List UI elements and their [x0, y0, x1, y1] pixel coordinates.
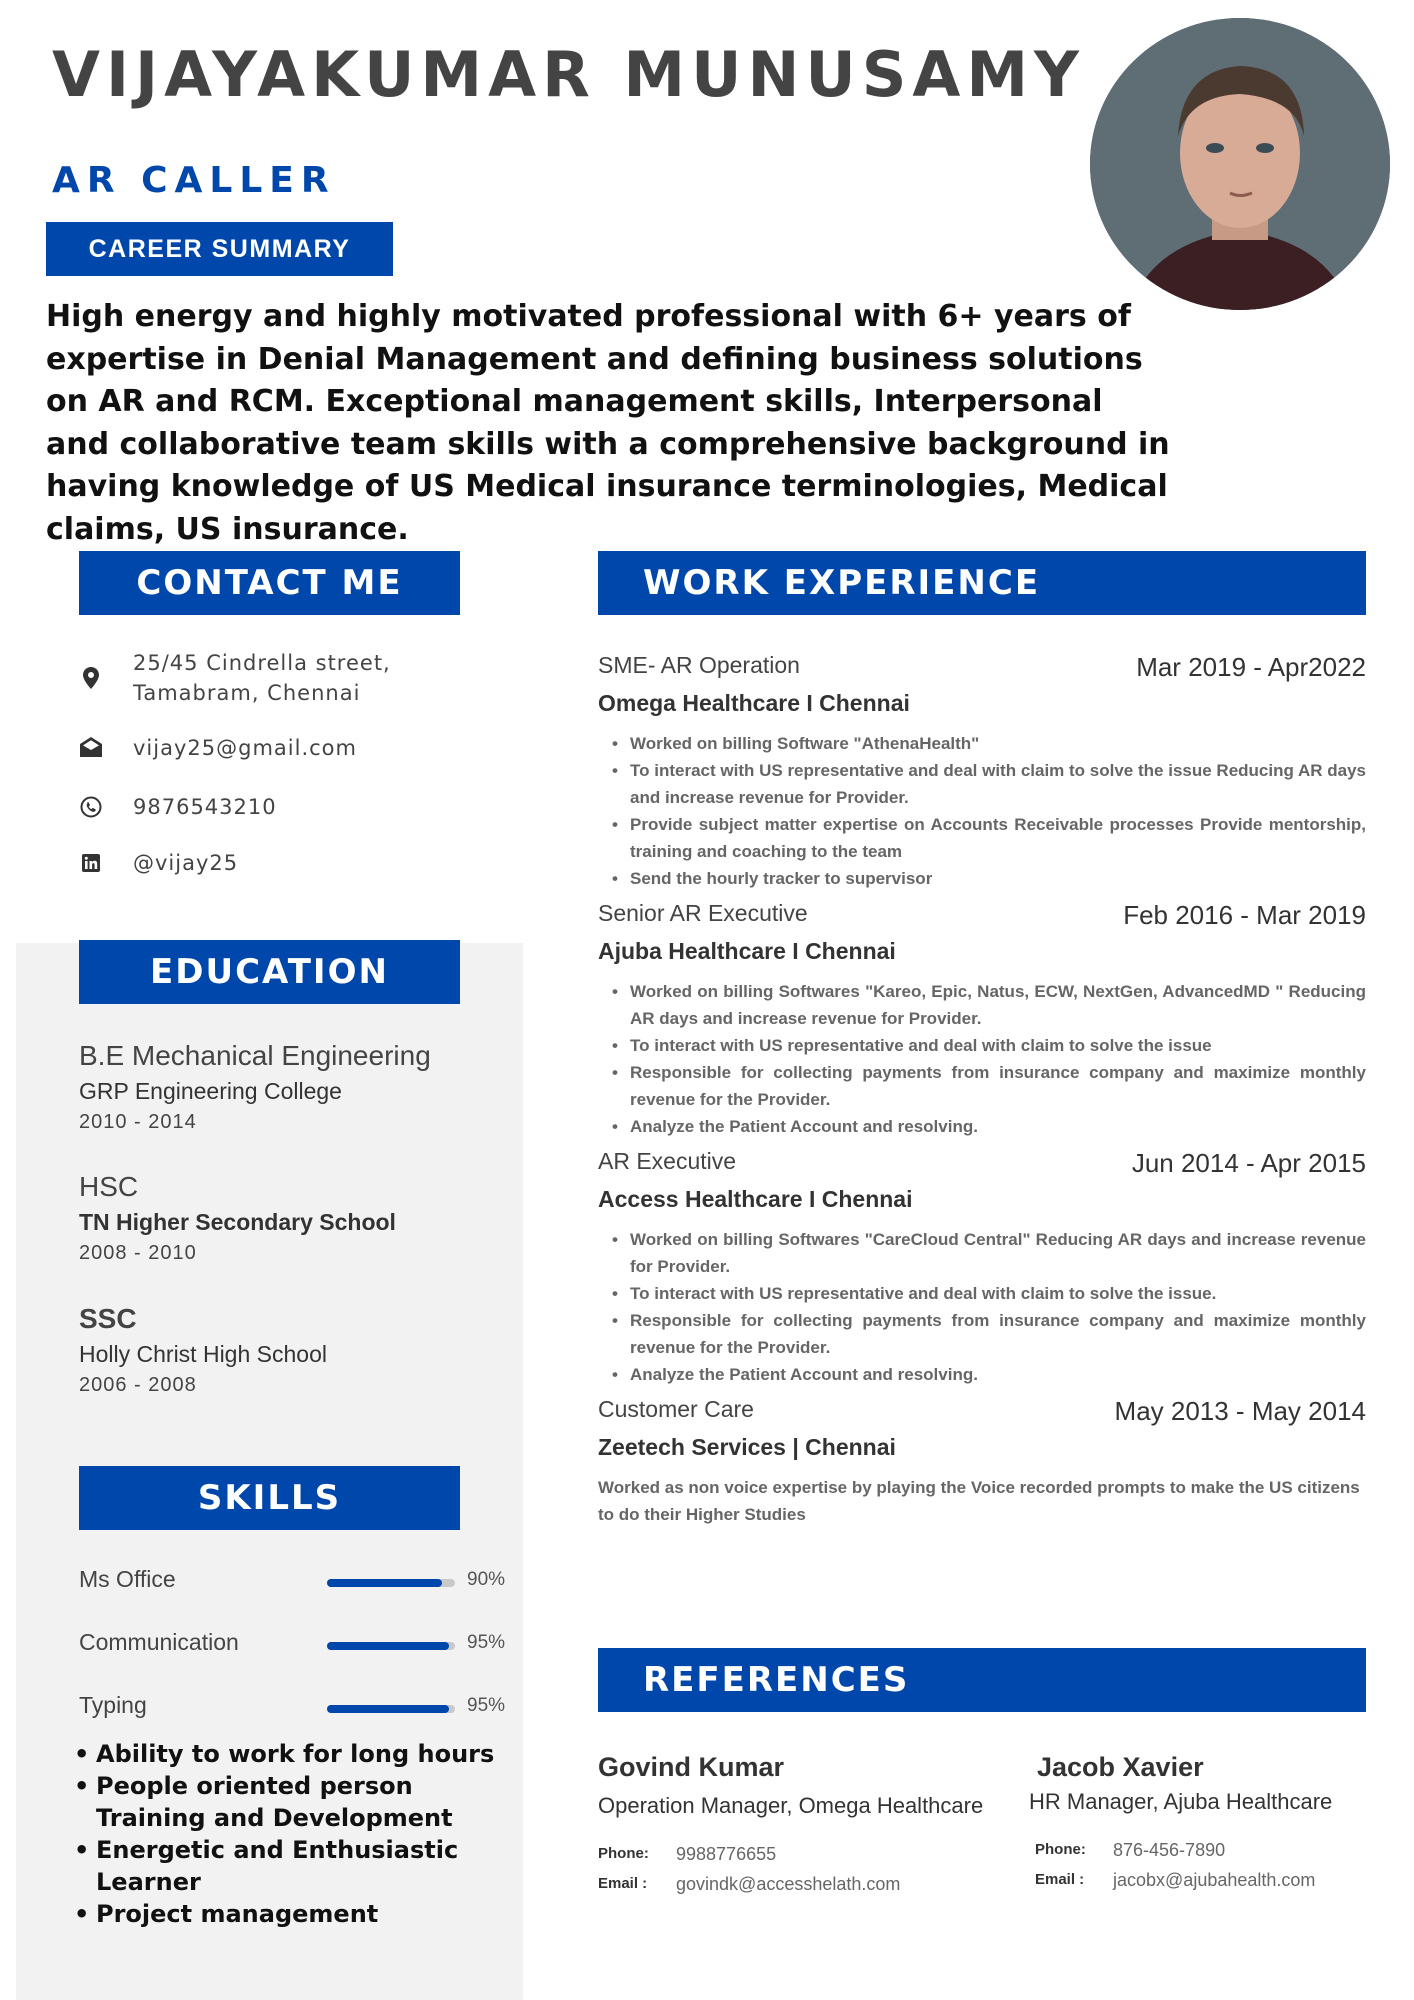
contact-phone[interactable]	[79, 792, 277, 822]
soft-skill-item: • Ability to work for long hours	[74, 1738, 524, 1770]
job-bullet: • Analyze the Patient Account and resolving.	[598, 1361, 1366, 1388]
job-bullet: • Worked on billing Software "AthenaHealth"	[598, 730, 1366, 757]
job-dates: Feb 2016 - Mar 2019	[1123, 900, 1366, 930]
job-description: Worked as non voice expertise by playing the Voice recorded prompts to make the US citizens to do their Higher Studies	[598, 1478, 1360, 1524]
job-role: AR Executive	[598, 1148, 737, 1174]
skill-bar	[327, 1705, 455, 1713]
phone-text: 9876543210	[133, 795, 277, 819]
job-dates: Mar 2019 - Apr2022	[1136, 652, 1366, 682]
soft-skill-item: • People oriented person Training and Development	[74, 1770, 524, 1834]
job-bullet: • Analyze the Patient Account and resolving.	[598, 1113, 1366, 1140]
email-text: vijay25@gmail.com	[133, 736, 357, 760]
skill-name: Communication	[79, 1629, 239, 1655]
job-company: Ajuba Healthcare I Chennai	[598, 938, 896, 964]
address-line-1: 25/45 Cindrella street,	[133, 651, 391, 675]
reference-phone[interactable]: 876-456-7890	[1113, 1840, 1226, 1860]
linkedin-text: @vijay25	[133, 851, 239, 875]
job-bullet: • Responsible for collecting payments from insurance company and maximize monthly revenue for the Provider.	[598, 1059, 1366, 1113]
job-bullets	[598, 730, 1366, 892]
job-dates: Jun 2014 - Apr 2015	[1131, 1148, 1366, 1178]
reference-card	[598, 1752, 983, 1899]
reference-email[interactable]: jacobx@ajubahealth.com	[1113, 1870, 1316, 1890]
education-institution: GRP Engineering College	[79, 1078, 342, 1104]
contact-email[interactable]	[79, 733, 357, 763]
job-bullet: • To interact with US representative and deal with claim to solve the issue	[598, 1032, 1366, 1059]
references-heading: REFERENCES	[598, 1648, 1366, 1712]
profile-photo-illustration	[1090, 18, 1390, 310]
contact-heading: CONTACT ME	[79, 551, 460, 615]
reference-phone-label: Phone:	[1035, 1841, 1086, 1858]
job-bullet: • Responsible for collecting payments from insurance company and maximize monthly revenue for the Provider.	[598, 1307, 1366, 1361]
job-title: AR CALLER	[52, 160, 336, 201]
education-item	[79, 1040, 431, 1134]
career-summary-text: High energy and highly motivated professional with 6+ years of expertise in Denial Management and defining business solutions on AR and RCM. Exceptional management skills, Interpersonal and collaborative team skills with a comprehensive background in having knowledge of US Medical insurance terminologies, Medical claims, US insurance.	[46, 299, 1170, 547]
skill-name: Ms Office	[79, 1566, 176, 1592]
education-years: 2010 - 2014	[79, 1111, 197, 1133]
skill-percent: 95%	[467, 1632, 506, 1653]
job-role: Customer Care	[598, 1396, 754, 1422]
skill-row	[79, 1692, 509, 1722]
education-years: 2006 - 2008	[79, 1374, 197, 1396]
education-degree: SSC	[79, 1303, 137, 1334]
job-dates: May 2013 - May 2014	[1114, 1396, 1366, 1426]
job-bullet: • Provide subject matter expertise on Accounts Receivable processes Provide mentorship, training and coaching to the team	[598, 811, 1366, 865]
reference-email-label: Email :	[1035, 1871, 1085, 1888]
job-role: Senior AR Executive	[598, 900, 808, 926]
education-institution: TN Higher Secondary School	[79, 1209, 396, 1235]
reference-email[interactable]: govindk@accesshelath.com	[676, 1874, 901, 1894]
contact-linkedin[interactable]	[79, 848, 238, 878]
skill-bar	[327, 1642, 455, 1650]
skill-row	[79, 1629, 509, 1659]
education-institution: Holly Christ High School	[79, 1341, 327, 1367]
profile-photo	[1090, 18, 1390, 310]
reference-title: HR Manager, Ajuba Healthcare	[1029, 1789, 1333, 1814]
envelope-icon	[79, 735, 103, 759]
reference-phone-label: Phone:	[598, 1845, 649, 1862]
soft-skill-item: • Project management	[74, 1898, 524, 1930]
job-bullet: • To interact with US representative and deal with claim to solve the issue Reducing AR days and increase revenue for Provider.	[598, 757, 1366, 811]
skills-heading: SKILLS	[79, 1466, 460, 1530]
skill-bar	[327, 1579, 455, 1587]
education-degree: HSC	[79, 1171, 139, 1202]
education-heading: EDUCATION	[79, 940, 460, 1004]
candidate-name: VIJAYAKUMAR MUNUSAMY	[52, 38, 1085, 111]
reference-title: Operation Manager, Omega Healthcare	[598, 1793, 984, 1818]
skill-percent: 95%	[467, 1695, 506, 1716]
soft-skills-list	[74, 1738, 524, 1930]
job-company: Access Healthcare I Chennai	[598, 1186, 913, 1212]
job-role: SME- AR Operation	[598, 652, 800, 678]
soft-skill-item: • Energetic and Enthusiastic Learner	[74, 1834, 524, 1898]
job-bullet: • To interact with US representative and deal with claim to solve the issue.	[598, 1280, 1366, 1307]
address-line-2: Tamabram, Chennai	[133, 681, 361, 705]
job-bullet: • Send the hourly tracker to supervisor	[598, 865, 1366, 892]
phone-icon	[79, 795, 103, 819]
reference-name: Jacob Xavier	[1037, 1752, 1204, 1782]
work-experience-heading: WORK EXPERIENCE	[598, 551, 1366, 615]
skill-name: Typing	[79, 1692, 147, 1718]
education-years: 2008 - 2010	[79, 1242, 197, 1264]
job-company: Omega Healthcare I Chennai	[598, 690, 910, 716]
reference-phone[interactable]: 9988776655	[676, 1844, 777, 1864]
job-bullets	[598, 1226, 1366, 1388]
education-item	[79, 1303, 327, 1397]
contact-address	[79, 648, 391, 708]
career-summary-heading: CAREER SUMMARY	[46, 222, 393, 276]
job-bullets	[598, 978, 1366, 1140]
education-item	[79, 1171, 396, 1265]
education-degree: B.E Mechanical Engineering	[79, 1040, 431, 1071]
reference-name: Govind Kumar	[598, 1752, 785, 1782]
job-bullet: • Worked on billing Softwares "CareCloud Central" Reducing AR days and increase revenue for Provider.	[598, 1226, 1366, 1280]
skill-percent: 90%	[467, 1569, 506, 1590]
skill-row	[79, 1566, 509, 1596]
job-bullet: • Worked on billing Softwares "Kareo, Epic, Natus, ECW, NextGen, AdvancedMD " Reducing AR days and increase revenue for Provider.	[598, 978, 1366, 1032]
reference-email-label: Email :	[598, 1875, 648, 1892]
reference-card	[1029, 1752, 1333, 1895]
location-pin-icon	[79, 666, 103, 690]
job-company: Zeetech Services | Chennai	[598, 1434, 896, 1460]
linkedin-icon	[79, 851, 103, 875]
